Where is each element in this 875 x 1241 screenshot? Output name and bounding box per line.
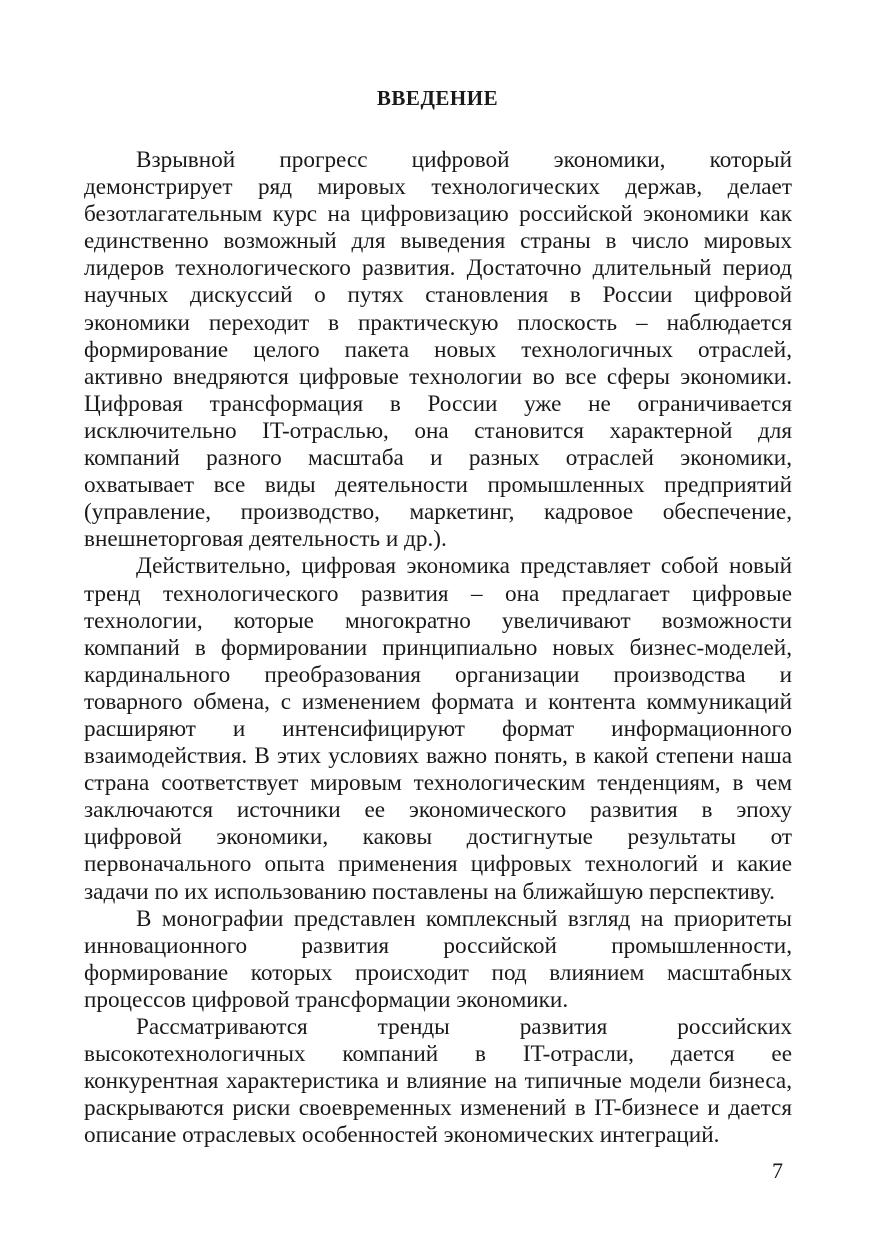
body-text <box>84 147 792 1149</box>
paragraph-1 <box>84 147 792 553</box>
text-line: задачи по их использованию поставлены на ближайшую перспективу. <box>84 878 775 905</box>
text-line: (управление, производство, маркетинг, кадровое обеспечение, <box>84 499 792 526</box>
text-line: Действительно, цифровая экономика представляет собой новый <box>136 553 792 580</box>
page-number: 7 <box>772 1158 783 1183</box>
text-line: расширяют и интенсифицируют формат информационного <box>84 715 792 742</box>
text-line: товарного обмена, с изменением формата и контента коммуникаций <box>84 688 792 715</box>
text-line: технологии, которые многократно увеличивают возможности <box>84 607 792 634</box>
text-line: первоначального опыта применения цифровых технологий и какие <box>84 851 792 878</box>
text-line: конкурентная характеристика и влияние на типичные модели бизнеса, <box>84 1068 792 1095</box>
paragraph-2 <box>84 553 792 905</box>
text-line: процессов цифровой трансформации экономики. <box>84 986 569 1013</box>
text-line: формирование которых происходит под влиянием масштабных <box>84 959 792 986</box>
paragraph-3 <box>84 906 792 1014</box>
text-line: Цифровая трансформация в России уже не ограничивается <box>84 390 792 417</box>
text-line: компаний разного масштаба и разных отраслей экономики, <box>84 445 792 472</box>
text-line: взаимодействия. В этих условиях важно понять, в какой степени наша <box>84 743 792 770</box>
text-line: экономики переходит в практическую плоскость – наблюдается <box>84 309 792 336</box>
text-line: раскрываются риски своевременных изменений в IT-бизнесе и дается <box>84 1095 792 1122</box>
section-heading: ВВЕДЕНИЕ <box>376 86 499 110</box>
text-line: описание отраслевых особенностей экономических интеграций. <box>84 1122 720 1149</box>
text-line: демонстрирует ряд мировых технологических держав, делает <box>84 174 792 201</box>
text-line: В монографии представлен комплексный взгляд на приоритеты <box>136 905 792 932</box>
text-line: активно внедряются цифровые технологии во все сферы экономики. <box>84 363 792 390</box>
text-line: формирование целого пакета новых технологичных отраслей, <box>84 336 792 363</box>
text-line: Рассматриваются тренды развития российских <box>136 1014 792 1040</box>
paragraph-4 <box>84 1014 792 1149</box>
text-line: инновационного развития российской промышленности, <box>84 932 792 959</box>
text-line: безотлагательным курс на цифровизацию российской экономики как <box>84 201 792 228</box>
text-line: тренд технологического развития – она предлагает цифровые <box>84 580 792 607</box>
text-line: охватывает все виды деятельности промышленных предприятий <box>84 472 792 499</box>
text-line: исключительно IT-отраслью, она становится характерной для <box>84 417 792 444</box>
text-line: кардинального преобразования организации производства и <box>84 661 792 688</box>
text-line: единственно возможный для выведения страны в число мировых <box>84 228 792 255</box>
text-line: научных дискуссий о путях становления в России цифровой <box>84 282 792 309</box>
text-line: Взрывной прогресс цифровой экономики, который <box>136 147 792 173</box>
text-line: заключаются источники ее экономического развития в эпоху <box>84 797 792 824</box>
text-line: лидеров технологического развития. Достаточно длительный период <box>84 255 792 282</box>
text-line: компаний в формировании принципиально новых бизнес-моделей, <box>84 634 792 661</box>
text-line: страна соответствует мировым технологическим тенденциям, в чем <box>84 770 792 797</box>
text-line: внешнеторговая деятельность и др.). <box>84 526 447 553</box>
text-line: цифровой экономики, каковы достигнутые результаты от <box>84 824 792 851</box>
text-line: высокотехнологичных компаний в IT-отрасли, дается ее <box>84 1041 792 1068</box>
